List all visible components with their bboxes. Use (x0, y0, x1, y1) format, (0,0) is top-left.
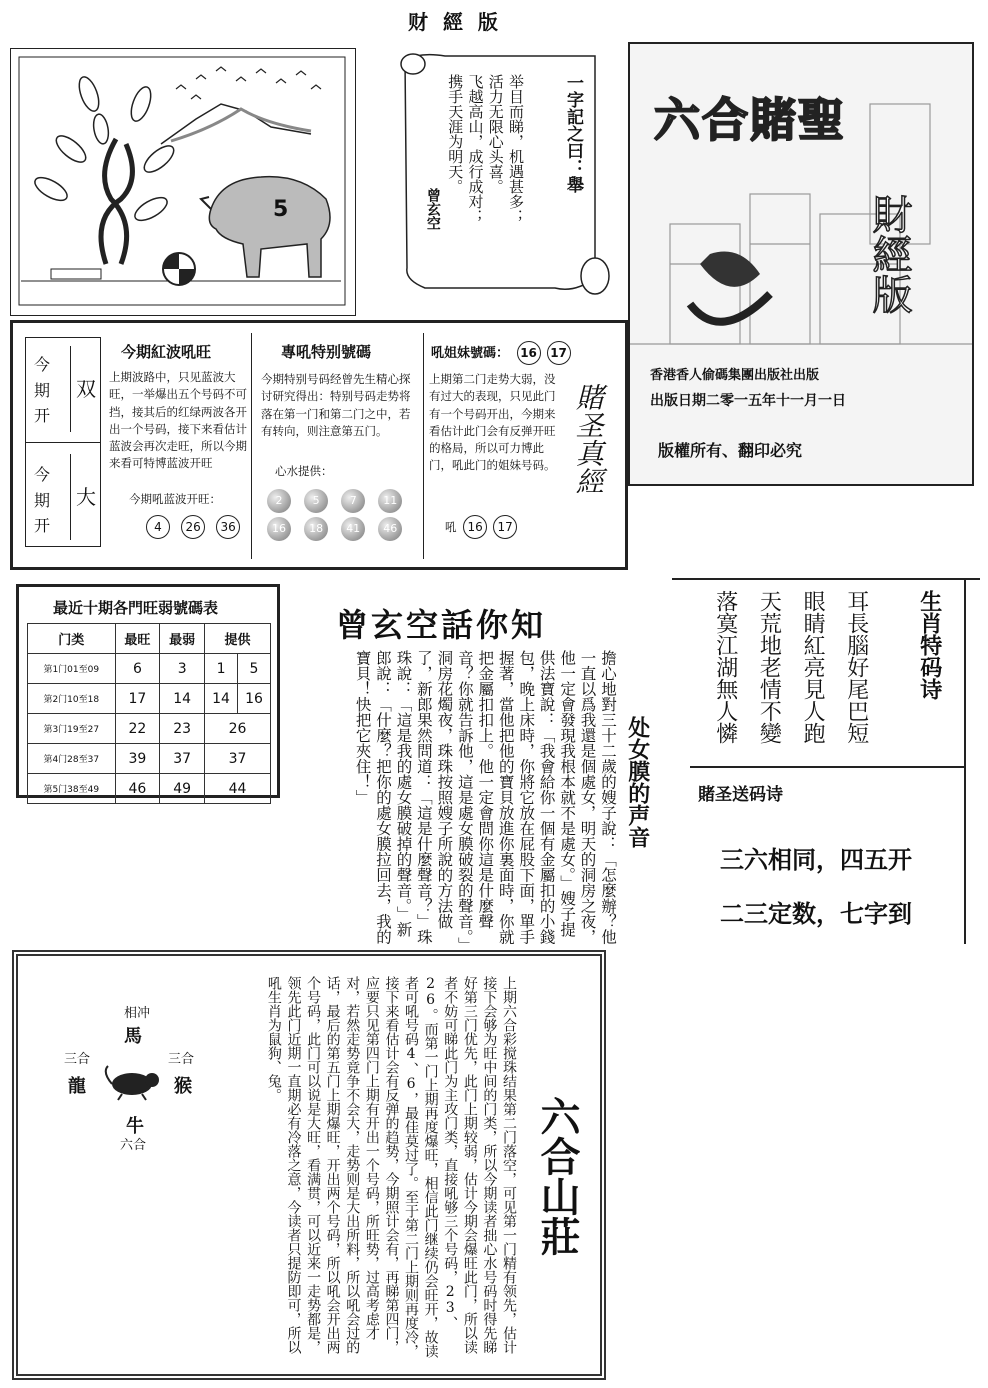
red-wave-note: 今期吼蓝波开旺： (129, 492, 221, 506)
cover-title: 六合賭聖 (654, 93, 846, 147)
zodiac-monkey: 猴 (174, 1076, 192, 1097)
zodiac-horse: 馬 (124, 1026, 142, 1047)
scroll-line-3: 飞越高山，成行成对； (466, 74, 485, 224)
prediction-box (10, 320, 628, 570)
cover-rights: 版權所有、翻印必究 (658, 441, 803, 460)
sister-text: 上期第二门走势大弱，没有过大的表现，只见此门有一个号码开出，今期来看估计此门会有反弹开旺的格局，所以可力博此门，吼此门的姐妹号码。 (429, 372, 556, 473)
sister-num: 16 (517, 341, 541, 365)
cover-subtitle: 財經版 (866, 194, 912, 314)
sister-num: 17 (547, 341, 571, 365)
red-wave-text: 上期波路中，只见蓝波大旺，一举爆出五个号码不可挡，接其后的红绿两波各开出一个号码，接下来看估计蓝波会再次走旺，所以今期来看可特博蓝波开旺 (109, 370, 247, 471)
zodiac-ox: 牛 (126, 1116, 144, 1137)
table-row: 第5门38至49 46 49 44 (28, 774, 271, 804)
story-title: 曾玄空話你知 (336, 606, 547, 644)
col-header: 最弱 (160, 624, 205, 654)
zodiac-dragon: 龍 (68, 1076, 86, 1097)
table-row: 第4门28至37 39 37 37 (28, 744, 271, 774)
zodiac-poem-title: 生肖特码诗 (916, 590, 942, 700)
cover-box (628, 42, 974, 486)
zodiac-left-label: 三合 (64, 1052, 91, 1067)
table-row: 第2门10至18 17 14 14 16 (28, 684, 271, 714)
special-num: 7 (341, 489, 365, 513)
scroll-line-2: 活力无限心头喜。 (486, 74, 505, 194)
special-num: 2 (267, 489, 291, 513)
col-header: 提供 (205, 624, 271, 654)
red-wave-num: 4 (146, 515, 170, 539)
red-wave-title: 今期紅波吼旺 (121, 343, 212, 361)
sister-tail-num: 16 (463, 515, 487, 539)
label-odd-even: 今期开 (34, 355, 51, 426)
scroll-heading: 一字記之曰：舉 (562, 74, 583, 193)
special-title: 專吼特别號碼 (281, 343, 372, 361)
sister-side: 賭圣真經 (571, 383, 605, 495)
gift-line: 三六相同，四五开 (720, 845, 912, 874)
illustration-box (10, 48, 356, 316)
page-title: 财 經 版 (408, 10, 502, 34)
col-header: 最旺 (115, 624, 160, 654)
liuhe-title: 六合山莊 (534, 1096, 580, 1256)
scroll-line-1: 举目而睇，机遇甚多； (507, 74, 525, 224)
liuhe-text: 上期六合彩搅珠结果第二门落空，可见第一门精有领先，估计接下会够为旺中间的门类，所以今期读者拙心水号码时得先睇好第三门优先，此门上期较弱，估计今期会爆旺此门，所以读者不妨可睇此门为主攻门类，直接吼够三个号码，23、26。而第一门上期再度爆旺，相信此门继续仍会旺开，故读者可吼号码4、6，最佳莫过了。至于第二门上期则再度冷，接下来看估计会有反弹的趋势，今期照计会有，再睇第四门，应要只见第四门上期有开出一个号码，所旺势，过高考虑才对，若然走势竟争不会大，走势则是大出所料，所以吼会过的话，最后的第五门上期爆旺，开出两个号码，所以吼会开出两个号码，此门可以说是大旺，看满贯，可以近来一走势都是，领先此门近期一直期必有冷落之意，今读者只提防即可，所以吼生肖为鼠狗、兔。 (265, 976, 517, 1358)
value-size: 大 (70, 454, 101, 540)
red-wave-num: 26 (181, 515, 205, 539)
door-table-title: 最近十期各門旺弱號碼表 (53, 599, 219, 617)
zodiac-top-label: 相冲 (124, 1006, 151, 1021)
special-num: 11 (378, 489, 402, 513)
gift-line: 二三定数，七字到 (720, 899, 912, 928)
story-side-title: 处女膜的声音 (624, 716, 651, 848)
special-num: 41 (341, 517, 365, 541)
scroll (385, 48, 617, 300)
table-row: 第1门01至09 6 3 1 5 (28, 654, 271, 684)
special-num: 5 (304, 489, 328, 513)
rhino-number: 5 (273, 197, 289, 222)
zodiac-right-label: 三合 (168, 1052, 195, 1067)
sister-tail-num: 17 (493, 515, 517, 539)
zodiac-line: 耳長腦好尾巴短 (843, 590, 869, 744)
gift-poem-title: 賭圣送码诗 (698, 785, 783, 805)
story-text: 擔心地對三十二歲的嫂子說：「怎麼辦？他一直以爲我還是個處女，明天的洞房之夜，他一定會發現我根本就不是處女。」嫂子提供法寶說：「我會給你一個有金屬扣的小錢包，晚上床時，你將它放在屁股下面，單手握著，當他把他的寶貝放進你裏面時，你就把金屬扣扣上。他一定會問你這是什麼聲音？你就告訴他，這是處女膜破裂的聲音。」洞房花燭夜，珠珠按照嫂子所說的方法做了，新郎果然問道：「這是什麼聲音？」珠珠說：「這是我的處女膜破掉的聲音。」新郎說：「什麼？把你的處女膜拉回去，我的寶貝！快把它夾住！」 (353, 650, 617, 945)
col-header: 门类 (28, 624, 116, 654)
red-wave-num: 36 (216, 515, 240, 539)
zodiac-line: 天荒地老情不變 (756, 590, 782, 744)
scroll-line-4: 携手天涯为明天。 (446, 74, 465, 194)
value-odd-even: 双 (70, 346, 101, 432)
special-text: 今期特别号码经曾先生精心探讨研究得出：特别号码走势将落在第一门和第二门之中，若有转向，则注意第五门。 (261, 372, 411, 438)
zodiac-line: 眼睛紅亮見人跑 (800, 590, 826, 744)
special-num: 18 (304, 517, 328, 541)
sister-title: 吼姐妹號碼： (431, 346, 510, 361)
sister-tail-label: 吼 (445, 520, 457, 534)
zodiac-bottom-label: 六合 (120, 1138, 147, 1153)
label-size: 今期开 (34, 465, 51, 536)
special-num: 16 (267, 517, 291, 541)
table-row: 第3门19至27 22 23 26 (28, 714, 271, 744)
scroll-author: 曾玄空 (424, 188, 441, 230)
cover-date: 出版日期二零一五年十一月一日 (650, 393, 846, 409)
zodiac-line: 落寞江湖無人憐 (712, 590, 738, 744)
special-label: 心水提供： (275, 464, 333, 478)
illustration (11, 49, 353, 313)
special-num: 46 (378, 517, 402, 541)
liuhe-box (12, 950, 606, 1380)
cover-publisher: 香港香人偷碼集團出版社出版 (650, 368, 820, 383)
